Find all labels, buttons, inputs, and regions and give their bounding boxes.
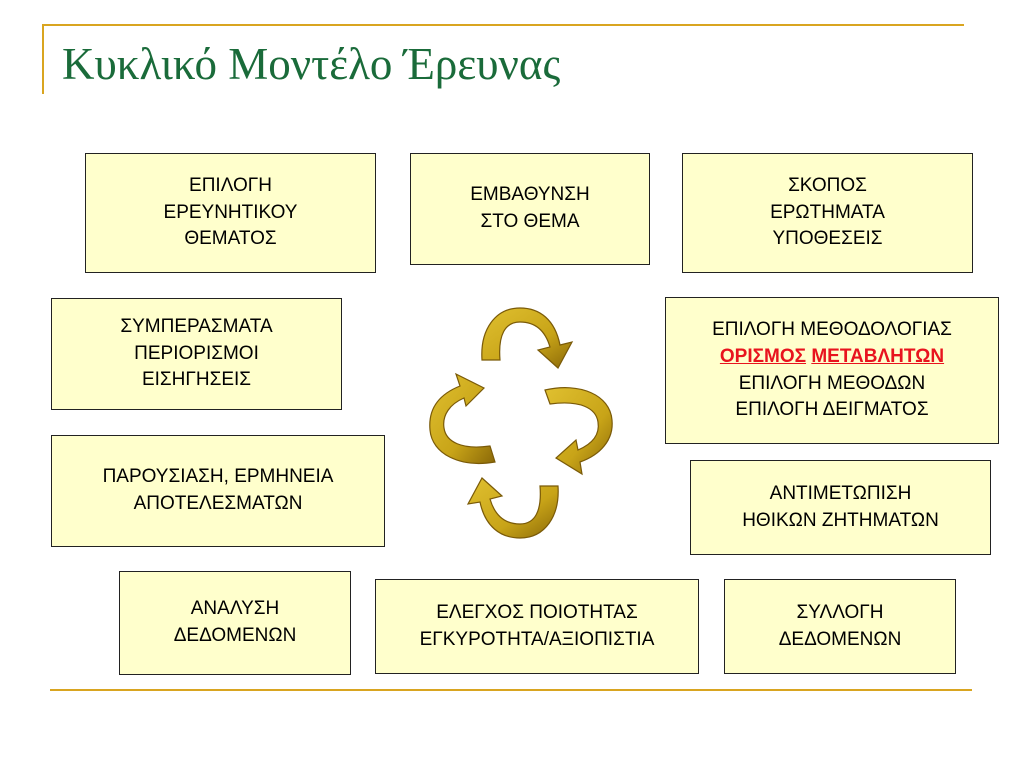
cycle-arrow-bottom-icon [468, 478, 558, 538]
box-line: ΘΕΜΑΤΟΣ [184, 228, 277, 250]
box-line: ΣΤΟ ΘΕΜΑ [480, 211, 580, 232]
box-line: ΑΠΟΤΕΛΕΣΜΑΤΩΝ [133, 493, 303, 514]
box-line: ΕΡΩΤΗΜΑΤΑ [770, 201, 885, 223]
box-line: ΕΠΙΛΟΓΗ ΔΕΙΓΜΑΤΟΣ [735, 399, 929, 421]
box-line: ΗΘΙΚΩΝ ΖΗΤΗΜΑΤΩΝ [742, 509, 939, 531]
box-line: ΑΝΑΛΥΣΗ [190, 598, 280, 620]
box-line: ΔΕΔΟΜΕΝΩΝ [778, 628, 902, 650]
box-line: ΕΠΙΛΟΓΗ [189, 175, 272, 197]
box-line: ΣΥΛΛΟΓΗ [796, 601, 884, 623]
box-line: ΣΥΜΠΕΡΑΣΜΑΤΑ [120, 316, 273, 338]
cycle-arrow-right-icon [545, 388, 612, 474]
box-line: ΕΛΕΓΧΟΣ ΠΟΙΟΤΗΤΑΣ [436, 601, 638, 623]
slide-title: Κυκλικό Μοντέλο Έρευνας [62, 39, 561, 89]
box-line: ΕΜΒΑΘΥΝΣΗ [470, 184, 590, 206]
box-line: ΕΠΙΛΟΓΗ ΜΕΘΟΔΟΛΟΓΙΑΣ [712, 319, 952, 341]
box-conclusions [51, 298, 342, 410]
box-data-collection [724, 579, 956, 674]
cycle-arrow-top-icon [482, 308, 572, 368]
top-rule [42, 24, 964, 26]
box-topic-deepening [410, 153, 650, 265]
box-line: ΕΙΣΗΓΗΣΕΙΣ [141, 369, 252, 391]
box-line: ΕΠΙΛΟΓΗ ΜΕΘΟΔΩΝ [738, 372, 926, 394]
box-data-analysis [119, 571, 351, 675]
box-line: ΣΚΟΠΟΣ [788, 175, 867, 197]
bottom-rule [50, 689, 972, 691]
highlight-variables: ΜΕΤΑΒΛΗΤΩΝ [811, 345, 945, 367]
box-line: ΕΡΕΥΝΗΤΙΚΟΥ [163, 201, 298, 223]
box-line: ΠΕΡΙΟΡΙΣΜΟΙ [134, 342, 259, 364]
box-line: ΑΝΤΙΜΕΤΩΠΙΣΗ [769, 482, 912, 504]
box-presentation [51, 435, 385, 547]
cycle-arrow-left-icon [430, 374, 495, 463]
box-aims-questions [682, 153, 973, 273]
box-methodology [665, 297, 999, 444]
box-line: ΠΑΡΟΥΣΙΑΣΗ, ΕΡΜΗΝΕΙΑ [102, 466, 334, 488]
box-topic-selection [85, 153, 376, 273]
box-line: ΥΠΟΘΕΣΕΙΣ [772, 228, 883, 250]
box-line: ΔΕΔΟΜΕΝΩΝ [173, 625, 297, 646]
highlight-definition: ΟΡΙΣΜΟΣ [719, 345, 807, 367]
box-ethics [690, 460, 991, 555]
cycle-arrows-icon [420, 290, 620, 550]
box-line-highlight [720, 344, 944, 371]
box-line: ΕΓΚΥΡΟΤΗΤΑ/ΑΞΙΟΠΙΣΤΙΑ [419, 628, 655, 650]
left-rule [42, 24, 44, 94]
box-quality-control [375, 579, 699, 674]
